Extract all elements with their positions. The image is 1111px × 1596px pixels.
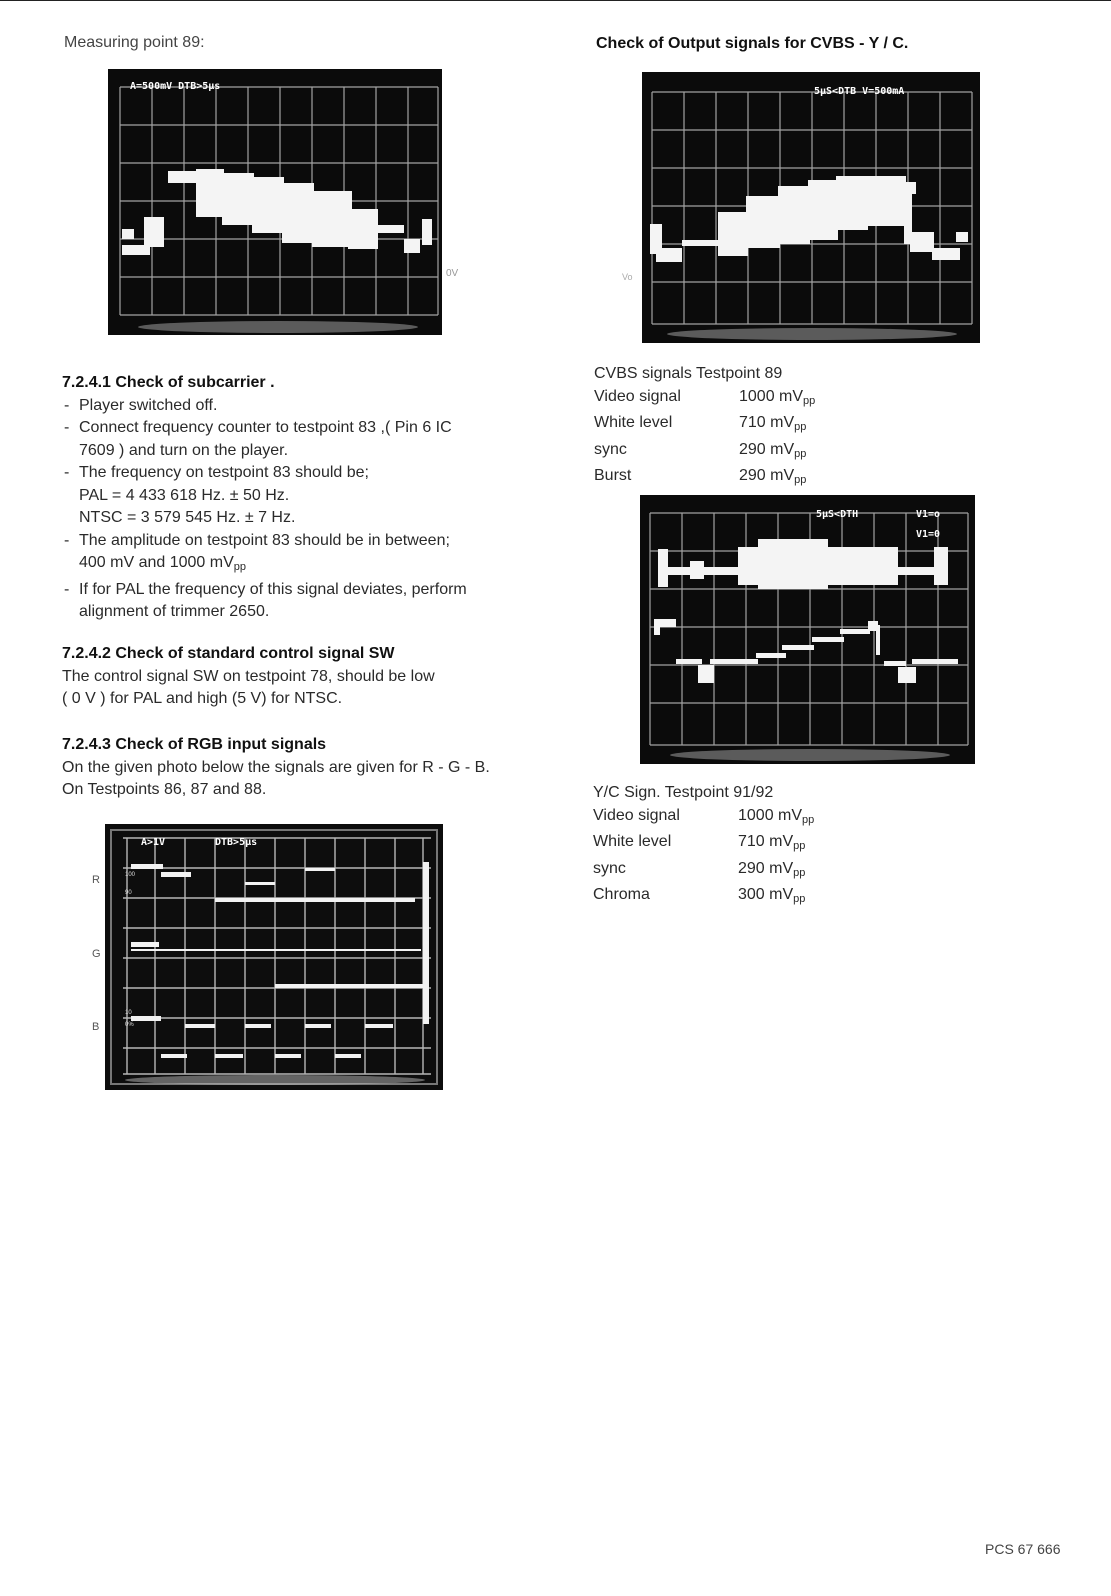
table-row	[594, 465, 815, 492]
table-row	[593, 858, 814, 885]
rgb-readout-a: A>1V	[141, 837, 166, 848]
unit-subscript: pp	[793, 866, 806, 879]
table-key: Burst	[594, 467, 632, 484]
amplitude-line	[79, 552, 542, 579]
unit-subscript: pp	[233, 561, 247, 573]
cvbs-title: CVBS signals Testpoint 89	[594, 365, 783, 382]
table-row	[593, 805, 814, 832]
unit-subscript: pp	[793, 893, 806, 905]
scope-photo-cvbs	[642, 72, 980, 343]
list-line: 7609 ) and turn on the player.	[79, 441, 289, 459]
table-value	[738, 831, 805, 858]
list-item	[62, 530, 542, 579]
channel-label-g: G	[92, 948, 101, 960]
unit-subscript: pp	[793, 840, 806, 852]
page-footer-code: PCS 67 666	[985, 1541, 1061, 1557]
list-item	[62, 462, 542, 530]
list-line: - If for PAL the frequency of this signal deviates, perform	[79, 580, 467, 598]
value-text: 1000 mV	[738, 806, 803, 824]
table-key: Video signal	[594, 387, 681, 405]
unit-subscript: pp	[794, 474, 807, 486]
scope-photo-rgb	[105, 824, 443, 1090]
table-value	[739, 386, 815, 413]
list-line: - Player switched off.	[79, 396, 218, 414]
rgb-tick-label: 100	[125, 872, 136, 878]
section-rgb-input	[62, 734, 552, 802]
scope1-zero-label: 0V	[446, 268, 459, 279]
measuring-point-label: Measuring point 89:	[64, 34, 205, 51]
right-heading: Check of Output signals for CVBS - Y / C.	[596, 35, 909, 52]
table-key: Video signal	[593, 806, 680, 824]
paragraph-line: The control signal SW on testpoint 78, should be low	[62, 667, 435, 685]
table-key: White level	[594, 414, 673, 431]
list-item	[62, 417, 542, 462]
table-value	[739, 412, 806, 439]
cvbs-table	[594, 363, 815, 492]
table-key: sync	[594, 440, 627, 458]
rgb-tick-label: 0%	[125, 1022, 134, 1028]
subcarrier-list	[62, 395, 542, 624]
value-text: 710 mV	[739, 414, 795, 431]
value-text: 710 mV	[738, 833, 794, 850]
section-heading: 7.2.4.1 Check of subcarrier .	[62, 374, 275, 391]
value-text: 300 mV	[738, 886, 794, 903]
list-item	[62, 395, 542, 418]
scope1-readout: A=500mV DTB>5µs	[130, 81, 221, 92]
section-heading: 7.2.4.3 Check of RGB input signals	[62, 736, 327, 753]
list-line: NTSC = 3 579 545 Hz. ± 7 Hz.	[79, 509, 296, 526]
list-line: PAL = 4 433 618 Hz. ± 50 Hz.	[79, 486, 290, 504]
value-text: 290 mV	[739, 440, 795, 458]
rgb-tick-label: 10	[125, 1010, 132, 1016]
table-value	[739, 439, 806, 466]
value-text: 290 mV	[739, 467, 795, 484]
table-key: White level	[593, 833, 672, 850]
paragraph-line: On Testpoints 86, 87 and 88.	[62, 781, 267, 798]
scope3-readout: 5µS<DTH	[816, 509, 859, 520]
table-row	[594, 439, 815, 466]
section-subcarrier	[62, 372, 542, 624]
list-line: - The amplitude on testpoint 83 should be in between;	[79, 531, 450, 549]
value-text: 290 mV	[738, 859, 794, 877]
paragraph-line: On the given photo below the signals are given for R - G - B.	[62, 758, 490, 776]
channel-label-b: B	[92, 1021, 100, 1033]
list-line: - Connect frequency counter to testpoint 83 ,( Pin 6 IC	[79, 419, 452, 436]
table-value	[739, 465, 806, 492]
scope2-side-label: Vo	[622, 272, 633, 282]
table-row	[593, 831, 814, 858]
scope2-readout: 5µS<DTB V=500mA	[814, 86, 905, 97]
list-item	[62, 579, 542, 624]
unit-subscript: pp	[794, 447, 807, 460]
table-key: Chroma	[593, 886, 650, 903]
table-value	[738, 858, 805, 885]
channel-label-r: R	[92, 874, 100, 886]
table-row	[594, 412, 815, 439]
rgb-readout-b: DTB>5µs	[215, 837, 258, 848]
table-value	[738, 884, 805, 911]
table-row	[593, 884, 814, 911]
amplitude-text: 400 mV and 1000 mV	[79, 554, 234, 571]
table-row	[594, 386, 815, 413]
scope3-readout-v1: V1=o	[916, 509, 941, 520]
scope-photo-yc	[640, 495, 975, 764]
section-control-signal	[62, 643, 542, 711]
section-heading: 7.2.4.2 Check of standard control signal SW	[62, 645, 395, 662]
table-value	[738, 805, 814, 832]
list-line: alignment of trimmer 2650.	[79, 603, 270, 620]
unit-subscript: pp	[803, 394, 816, 407]
paragraph-line: ( 0 V ) for PAL and high (5 V) for NTSC.	[62, 690, 343, 707]
yc-table	[593, 782, 814, 911]
top-rule	[0, 0, 1111, 1]
scope-photo-measuring-point-89	[108, 69, 442, 335]
unit-subscript: pp	[794, 421, 807, 433]
yc-title: Y/C Sign. Testpoint 91/92	[593, 784, 774, 801]
unit-subscript: pp	[802, 813, 815, 826]
rgb-tick-label: 90	[125, 890, 132, 896]
scope3-readout-v2: V1=0	[916, 529, 941, 540]
table-key: sync	[593, 859, 626, 877]
value-text: 1000 mV	[739, 387, 804, 405]
list-line: - The frequency on testpoint 83 should be;	[79, 464, 369, 481]
